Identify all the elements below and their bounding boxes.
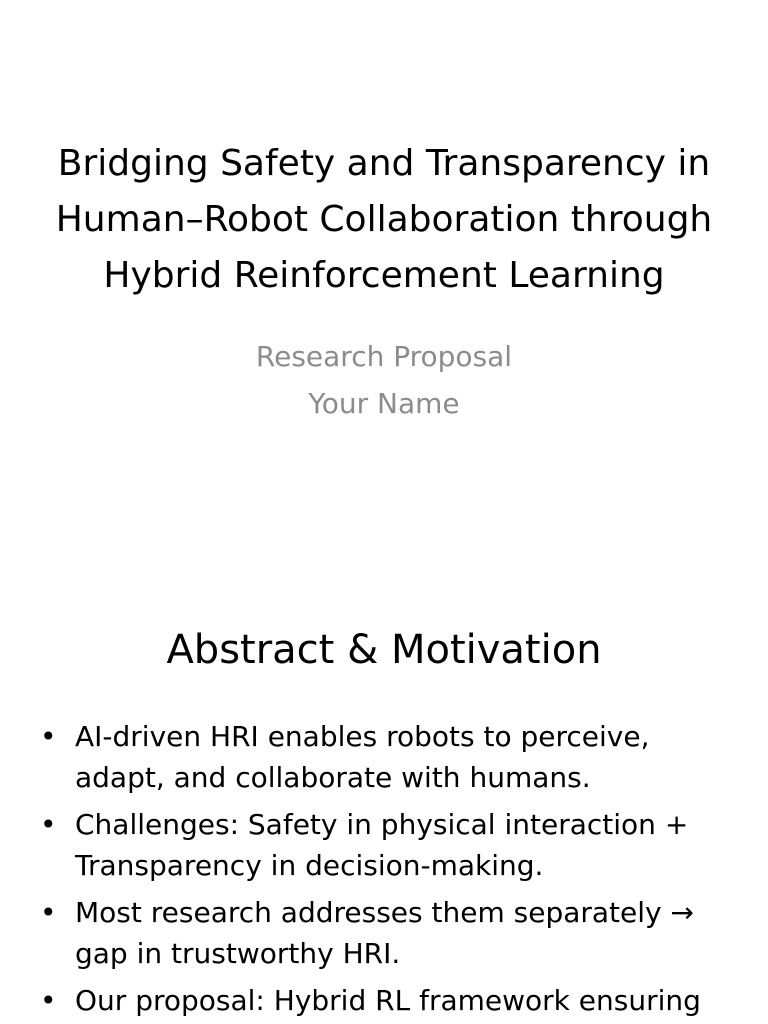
bullet-item: [40, 980, 720, 1021]
presentation-title: Bridging Safety and Transparency in Human–Robot Collaboration through Hybrid Reinforcement Learning: [55, 143, 713, 296]
bullet-item: [40, 716, 720, 798]
author-name: Your Name: [308, 387, 460, 420]
subtitle-label: Research Proposal: [255, 340, 513, 373]
bullet-item: [40, 804, 720, 886]
abstract-slide: [0, 576, 768, 1024]
bullet-item: [40, 892, 720, 974]
bullet-list: [40, 716, 720, 1024]
bullet-icon: •: [40, 896, 57, 929]
title-subtitle: [0, 333, 768, 427]
bullet-icon: •: [40, 984, 57, 1017]
bullet-icon: •: [40, 808, 57, 841]
bullet-text: Challenges: Safety in physical interaction + Transparency in decision-making.: [75, 808, 689, 882]
bullet-text: AI-driven HRI enables robots to perceive, adapt, and collaborate with humans.: [75, 720, 650, 794]
slide-heading: Abstract & Motivation: [166, 627, 602, 673]
bullet-text: Most research addresses them separately → gap in trustworthy HRI.: [75, 896, 694, 970]
bullet-icon: •: [40, 720, 57, 753]
bullet-text: Our proposal: Hybrid RL framework ensuring: [75, 984, 701, 1017]
